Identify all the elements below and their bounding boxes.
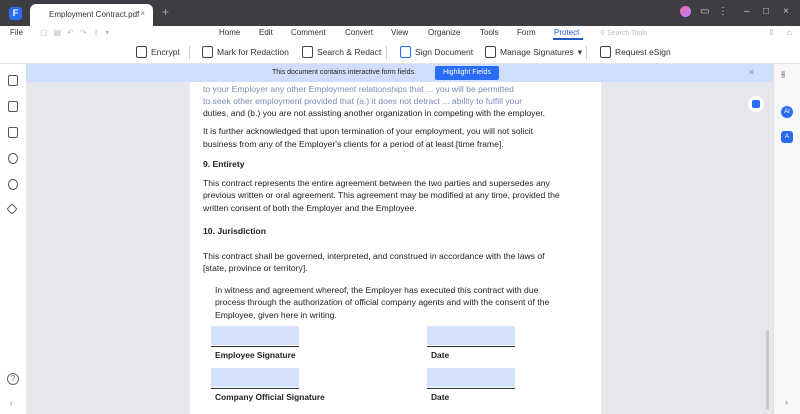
text-line: It is further acknowledged that upon termination of your employment, you will not solicit	[203, 126, 534, 136]
text-line: In witness and agreement whereof, the Employer has executed this contract with due	[215, 285, 539, 295]
signature-line	[211, 346, 299, 347]
company-signature-field[interactable]	[211, 368, 299, 387]
date-label: Date	[431, 392, 450, 402]
company-date-field[interactable]	[427, 368, 515, 387]
document-tab[interactable]	[30, 4, 153, 26]
text-line: This contract represents the entire agreement between the two parties and supersedes any	[203, 178, 550, 188]
sign-document-button[interactable]	[400, 46, 473, 58]
divider	[386, 46, 387, 59]
menu-form[interactable]: Form	[517, 28, 536, 37]
close-window-button[interactable]: ×	[783, 6, 789, 17]
text-line: This contract shall be governed, interpreted, and construed in accordance with the laws of	[203, 251, 545, 261]
more-icon[interactable]: ⋮	[718, 6, 728, 17]
mark-redaction-label: Mark for Redaction	[217, 47, 289, 57]
signature-line	[211, 388, 299, 389]
left-sidebar	[0, 64, 26, 414]
request-esign-button[interactable]	[600, 46, 671, 58]
text-line: Employee, given here in writing.	[215, 310, 337, 320]
quick-access-icons[interactable]: ▢▤↶↷⇪▾	[40, 28, 116, 37]
chevron-down-icon: ▾	[577, 46, 582, 57]
employee-signature-label: Employee Signature	[215, 350, 296, 360]
request-esign-label: Request eSign	[615, 47, 671, 57]
manage-signatures-button[interactable]	[485, 46, 582, 58]
signatures-icon	[485, 46, 496, 58]
text-line: written consent of both the Employer and the Employee.	[203, 203, 417, 213]
lock-icon	[136, 46, 147, 58]
search-redact-icon	[302, 46, 313, 58]
menu-view[interactable]: View	[391, 28, 409, 37]
signature-line	[427, 346, 515, 347]
tab-title: Employment Contract.pdf	[49, 10, 140, 19]
scrollbar[interactable]	[766, 330, 769, 410]
ai-assistant-icon[interactable]: AI	[781, 106, 793, 118]
app-logo[interactable]: F	[9, 7, 22, 20]
banner-message: This document contains interactive form fields.	[272, 69, 416, 76]
signature-line	[427, 388, 515, 389]
menu-protect[interactable]: Protect	[554, 28, 580, 37]
avatar[interactable]	[680, 6, 691, 17]
menu-comment[interactable]: Comment	[291, 28, 326, 37]
encrypt-label: Encrypt	[151, 47, 180, 57]
search-placeholder: Search Tools	[607, 30, 648, 37]
minimize-button[interactable]: –	[744, 6, 750, 17]
date-label: Date	[431, 350, 450, 360]
divider	[189, 46, 190, 59]
form-fields-button[interactable]	[748, 96, 764, 112]
collapse-left-icon[interactable]: ‹	[10, 398, 13, 408]
encrypt-button[interactable]	[136, 46, 180, 58]
share-icon[interactable]: ⌂	[787, 28, 792, 37]
text-line: previous written or oral agreement. This agreement may be modified at any time, provided the	[203, 190, 560, 200]
redaction-icon	[202, 46, 213, 58]
close-tab-icon[interactable]: ×	[140, 9, 145, 18]
manage-signatures-label: Manage Signatures	[500, 47, 574, 57]
maximize-button[interactable]: □	[763, 6, 770, 17]
form-icon	[752, 100, 760, 108]
text-line: [state, province or territory].	[203, 263, 308, 273]
menu-tools[interactable]: Tools	[480, 28, 499, 37]
new-tab-button[interactable]: +	[162, 5, 170, 19]
mark-redaction-button[interactable]	[202, 46, 289, 58]
text-line: business from any of the Employer's clients for a period of at least [time frame].	[203, 139, 504, 149]
menu-edit[interactable]: Edit	[259, 28, 273, 37]
properties-icon[interactable]: ⫵	[781, 69, 786, 79]
comment-icon[interactable]	[8, 127, 18, 138]
active-tab-indicator	[553, 38, 583, 40]
search-tools-input[interactable]: ⚲ Search Tools	[600, 30, 648, 37]
text-line: to seek other employment provided that (a.) it does not detract ... ability to fulfill your	[203, 96, 523, 106]
highlight-fields-button[interactable]: Highlight Fields	[435, 66, 499, 80]
employee-signature-field[interactable]	[211, 326, 299, 345]
search-redact-button[interactable]	[302, 46, 381, 58]
section-heading: 9. Entirety	[203, 159, 245, 169]
sign-icon	[400, 46, 411, 58]
collapse-right-icon[interactable]: ›	[785, 397, 788, 407]
translate-icon[interactable]: A	[781, 131, 793, 143]
text-line: process through the authorization of official company agents and with the consent of the	[215, 297, 550, 307]
bookmark-icon[interactable]	[8, 101, 18, 112]
divider	[586, 46, 587, 59]
company-signature-label: Company Official Signature	[215, 392, 325, 402]
file-menu[interactable]: File	[10, 28, 23, 37]
search-icon[interactable]	[8, 179, 18, 190]
pages-icon[interactable]	[8, 75, 18, 86]
menu-convert[interactable]: Convert	[345, 28, 374, 37]
upload-icon[interactable]: ⇧	[768, 28, 775, 37]
menu-organize[interactable]: Organize	[428, 28, 461, 37]
text-line: to your Employer any other Employment relationships that ... you will be permitted	[203, 84, 514, 94]
sign-document-label: Sign Document	[415, 47, 474, 57]
attachment-icon[interactable]	[8, 153, 18, 164]
employee-date-field[interactable]	[427, 326, 515, 345]
close-banner-icon[interactable]: ×	[749, 67, 755, 77]
text-line: duties, and (b.) you are not assisting another organization in competing with the employer.	[203, 108, 546, 118]
notification-icon[interactable]: ▭	[700, 6, 710, 17]
search-redact-label: Search & Redact	[317, 47, 382, 57]
help-icon[interactable]: ?	[7, 373, 19, 385]
esign-icon	[600, 46, 611, 58]
menu-home[interactable]: Home	[219, 28, 241, 37]
section-heading: 10. Jurisdiction	[203, 226, 267, 236]
